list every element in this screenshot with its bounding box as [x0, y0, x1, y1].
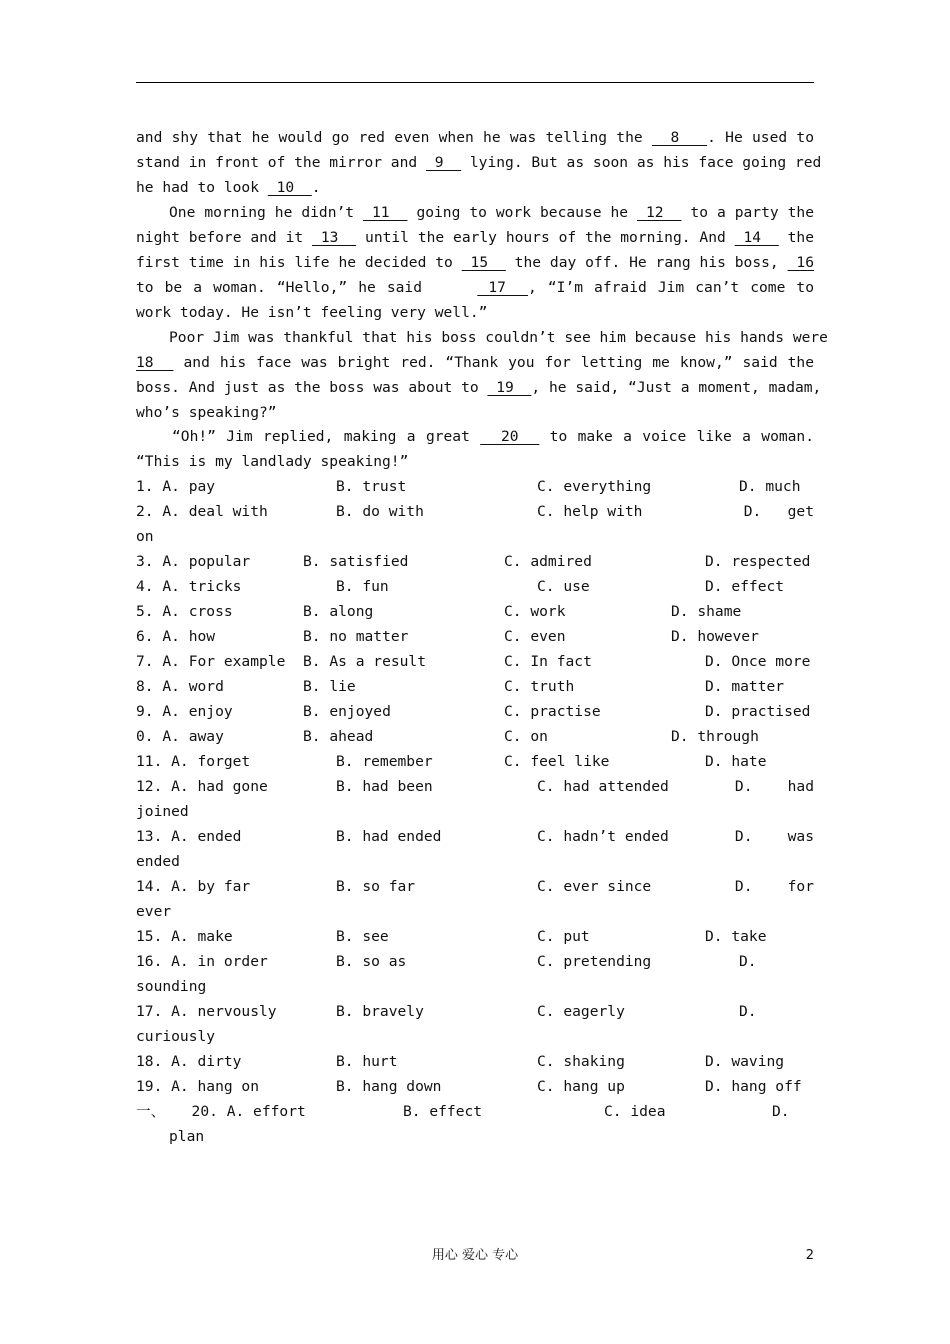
- passage-line: One morning he didn’t 11 going to work because he 12 to a party the: [169, 204, 814, 221]
- blank-13: 13: [312, 229, 357, 246]
- option-wrap: on: [136, 528, 154, 545]
- blank-9: 9: [425, 154, 462, 171]
- blank-12: 12: [637, 204, 682, 221]
- option-b: B. fun: [336, 578, 389, 595]
- option-row: [136, 1074, 814, 1099]
- option-b: B. see: [336, 928, 389, 945]
- option-row: [136, 724, 814, 749]
- option-a: 17. A. nervously: [136, 1003, 277, 1020]
- passage-line: he had to look 10 .: [136, 179, 321, 196]
- blank-15: 15: [461, 254, 506, 271]
- option-a: 18. A. dirty: [136, 1053, 242, 1070]
- option-row: [136, 874, 814, 899]
- option-wrap: plan: [169, 1128, 205, 1145]
- option-b: B. hang down: [336, 1078, 442, 1095]
- option-c: C. In fact: [504, 653, 592, 670]
- option-a: 15. A. make: [136, 928, 233, 945]
- option-d: D. Once more: [705, 653, 811, 670]
- option-d: D. hang off: [705, 1078, 802, 1095]
- option-row: [136, 624, 814, 649]
- option-a: 2. A. deal with: [136, 503, 268, 520]
- blank-19: 19: [487, 379, 532, 396]
- option-row: [136, 699, 814, 724]
- page-number: 2: [805, 1248, 814, 1263]
- option-row: [136, 774, 814, 799]
- option-c: C. work: [504, 603, 566, 620]
- option-a: 8. A. word: [136, 678, 224, 695]
- option-d: D. much: [739, 478, 801, 495]
- option-c: C. even: [504, 628, 566, 645]
- option-b: B. had been: [336, 778, 433, 795]
- option-b: B. As a result: [303, 653, 427, 670]
- option-b: B. ahead: [303, 728, 374, 745]
- option-d: D. for: [734, 878, 814, 895]
- option-c: C. hadn’t ended: [537, 828, 669, 845]
- passage-line: who’s speaking?”: [136, 404, 277, 421]
- blank-10: 10: [267, 179, 312, 196]
- option-d: D. hate: [705, 753, 767, 770]
- passage-line: work today. He isn’t feeling very well.”: [136, 304, 488, 321]
- option-c: C. feel like: [504, 753, 610, 770]
- option-row: [136, 474, 814, 499]
- option-c: C. admired: [504, 553, 592, 570]
- blank-18: 18: [136, 354, 174, 371]
- header-rule: [136, 82, 814, 83]
- option-d: D. matter: [705, 678, 785, 695]
- option-row: [136, 1099, 814, 1124]
- option-wrap: ever: [136, 903, 172, 920]
- option-row: [136, 499, 814, 524]
- option-a: 7. A. For example: [136, 653, 286, 670]
- option-a: 1. A. pay: [136, 478, 216, 495]
- option-row: [136, 674, 814, 699]
- passage-line: to be a woman. “Hello,” he said 17 , “I’m afraid Jim can’t come to: [136, 279, 814, 296]
- option-b: B. so as: [336, 953, 407, 970]
- option-row: [136, 824, 814, 849]
- option-d: D. effect: [705, 578, 785, 595]
- option-a: 3. A. popular: [136, 553, 251, 570]
- passage-line: 18 and his face was bright red. “Thank you for letting me know,” said the: [136, 354, 814, 371]
- option-c: C. hang up: [537, 1078, 625, 1095]
- passage-line: and shy that he would go red even when he was telling the 8 . He used to: [136, 129, 814, 146]
- option-row: [136, 749, 814, 774]
- blank-11: 11: [363, 204, 408, 221]
- option-wrap: curiously: [136, 1028, 216, 1045]
- option-b: B. enjoyed: [303, 703, 391, 720]
- blank-16: 16: [787, 254, 814, 271]
- blank-8: 8: [651, 129, 708, 146]
- option-d: D. through: [671, 728, 759, 745]
- option-b: B. effect: [403, 1103, 483, 1120]
- option-row: [136, 1049, 814, 1074]
- option-d: D. respected: [705, 553, 811, 570]
- blank-17: 17: [477, 279, 529, 296]
- option-c: C. had attended: [537, 778, 669, 795]
- passage-line: boss. And just as the boss was about to 19 , he said, “Just a moment, madam,: [136, 379, 822, 396]
- option-row: [136, 999, 814, 1024]
- option-d: D.: [772, 1103, 790, 1120]
- option-c: C. use: [537, 578, 590, 595]
- option-a: 5. A. cross: [136, 603, 233, 620]
- option-a: 13. A. ended: [136, 828, 242, 845]
- passage-line: night before and it 13 until the early hours of the morning. And 14 the: [136, 229, 814, 246]
- option-row: [136, 949, 814, 974]
- blank-20: 20: [480, 428, 540, 445]
- option-a: 6. A. how: [136, 628, 216, 645]
- option-wrap: ended: [136, 853, 180, 870]
- blank-14: 14: [734, 229, 779, 246]
- option-b: B. lie: [303, 678, 356, 695]
- option-row: [136, 599, 814, 624]
- page-footer: 用心 爱心 专心: [431, 1248, 519, 1263]
- option-a: 9. A. enjoy: [136, 703, 233, 720]
- option-a: 一、 20. A. effort: [136, 1103, 306, 1120]
- option-c: C. ever since: [537, 878, 652, 895]
- option-c: C. idea: [604, 1103, 666, 1120]
- option-a: 0. A. away: [136, 728, 224, 745]
- option-a: 4. A. tricks: [136, 578, 242, 595]
- option-d: D. had: [734, 778, 814, 795]
- option-b: B. bravely: [336, 1003, 424, 1020]
- option-a: 19. A. hang on: [136, 1078, 260, 1095]
- option-d: D. practised: [705, 703, 811, 720]
- option-b: B. do with: [336, 503, 424, 520]
- option-d: D.: [739, 1003, 757, 1020]
- option-d: D. shame: [671, 603, 742, 620]
- option-b: B. no matter: [303, 628, 409, 645]
- option-c: C. practise: [504, 703, 601, 720]
- option-c: C. truth: [504, 678, 575, 695]
- option-c: C. shaking: [537, 1053, 625, 1070]
- option-d: D.: [739, 953, 757, 970]
- option-row: [136, 924, 814, 949]
- option-b: B. so far: [336, 878, 416, 895]
- option-d: D. however: [671, 628, 759, 645]
- option-d: D. get: [743, 503, 814, 520]
- option-d: D. waving: [705, 1053, 785, 1070]
- option-row: [136, 549, 814, 574]
- passage-line: “Oh!” Jim replied, making a great 20 to make a voice like a woman.: [172, 428, 814, 445]
- option-d: D. was: [734, 828, 814, 845]
- passage-line: “This is my landlady speaking!”: [136, 453, 409, 470]
- option-b: B. hurt: [336, 1053, 398, 1070]
- passage-line: Poor Jim was thankful that his boss couldn’t see him because his hands were: [169, 329, 828, 346]
- passage-line: first time in his life he decided to 15 the day off. He rang his boss, 16: [136, 254, 814, 271]
- option-b: B. along: [303, 603, 374, 620]
- option-row: [136, 574, 814, 599]
- option-b: B. trust: [336, 478, 407, 495]
- option-a: 12. A. had gone: [136, 778, 268, 795]
- option-d: D. take: [705, 928, 767, 945]
- passage-line: stand in front of the mirror and 9 lying. But as soon as his face going red: [136, 154, 822, 171]
- option-wrap: joined: [136, 803, 189, 820]
- option-c: C. pretending: [537, 953, 652, 970]
- option-a: 14. A. by far: [136, 878, 251, 895]
- option-c: C. on: [504, 728, 548, 745]
- option-row: [136, 649, 814, 674]
- option-b: B. remember: [336, 753, 433, 770]
- option-c: C. help with: [537, 503, 643, 520]
- option-c: C. eagerly: [537, 1003, 625, 1020]
- option-c: C. everything: [537, 478, 652, 495]
- option-b: B. satisfied: [303, 553, 409, 570]
- option-a: 16. A. in order: [136, 953, 268, 970]
- option-b: B. had ended: [336, 828, 442, 845]
- option-c: C. put: [537, 928, 590, 945]
- option-wrap: sounding: [136, 978, 207, 995]
- option-a: 11. A. forget: [136, 753, 251, 770]
